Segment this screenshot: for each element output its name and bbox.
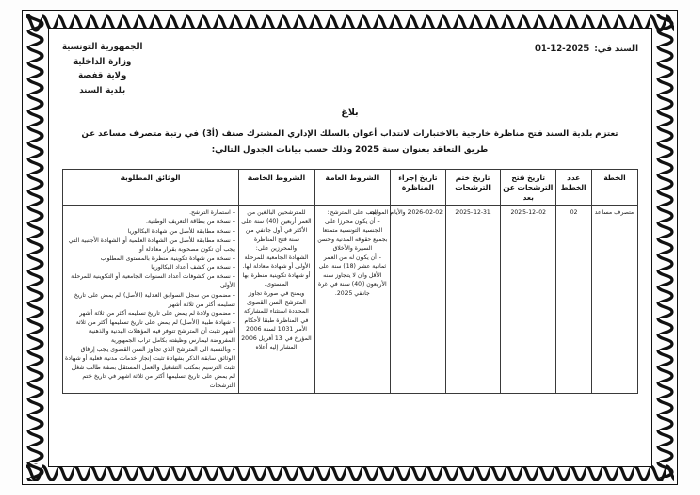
col-header-special-conditions: الشروط الخاصة (239, 170, 315, 206)
col-header-required-documents: الوثائق المطلوبة (63, 170, 239, 206)
text-line: - نسخة من شهادة تكوينية منظرة بالمستوى المطلوب (100, 255, 236, 262)
col-header-exam: تاريخ إجراء المناظرة (390, 170, 445, 206)
text-line: - استمارة الترشح. (189, 209, 236, 217)
cell-special-conditions (239, 206, 315, 393)
organization-block (62, 38, 142, 98)
document-header (62, 38, 638, 98)
date-label: السند في: (594, 44, 638, 54)
cell-required-documents (63, 206, 239, 393)
document-content (52, 32, 648, 463)
text-line: - نسخة مطابقة للأصل من الشهادة العلمية أو الشهادة الأجنبية التي يجب أن تكون مصحوبة بقرار معادلة أو (68, 236, 236, 253)
cell-exam-date: 2026-02-02 والأيام الموالية (390, 206, 445, 393)
text-line: - مضمون من سجل السوابق العدلية (الأصل) لم يمض على تاريخ تسليمه أكثر من ثلاثة أشهر (73, 291, 236, 308)
cell-general-conditions (314, 206, 390, 393)
table-header-row (63, 170, 638, 206)
general-conditions-list (317, 208, 388, 298)
text-line: - مضمون ولادة لم يمض على تاريخ تسليمه أكثر من ثلاثة أشهر (79, 309, 236, 317)
cell-count: 02 (556, 206, 592, 393)
text-line: - نسخة مطابقة للأصل من شهادة البكالوريا (127, 227, 236, 235)
text-line: - نسخة من كشف أعداد البكالوريا (151, 264, 236, 272)
competition-table (62, 169, 638, 393)
org-line-governorate: ولاية قفصة (78, 71, 127, 82)
text-line: - وبالنسبة الى المترشح الذي تجاوز السن القصوى يجب إرفاق الوثائق سابقة الذكر بشهادة تثبت إنجاز خدمات مدنية فعلية أو شهادة تثبت الترسيم بمكتب التشغيل والعمل المستقل بصفة طالب شغل لم يمض على تاريخ تسليمها أكثر من ثلاثة اشهر في تاريخ ختم الترشحات (65, 346, 236, 390)
cell-close-date: 2025-12-31 (445, 206, 500, 393)
cell-open-date: 2025-12-02 (501, 206, 556, 393)
text-line: أو شهادة تكوينية منظرة بها المستوى. (242, 272, 311, 289)
text-line: - شهادة طبية (الأصل) لم يمض على تاريخ تسليمها أكثر من ثلاثة أشهر تثبت أن المترشح تتوفر فيه المؤهلات البدنية والذهنية المفروضة ليمارس وظيفته بكامل تراب الجمهورية (75, 319, 236, 345)
col-header-close: تاريخ ختم الترشحات (445, 170, 500, 206)
text-line: - أن يكون محرزا على الجنسية التونسية متمتعا بجميع حقوقه المدنية وحسن السيرة والأخلاق (317, 218, 388, 253)
org-line-republic: الجمهورية التونسية (62, 42, 143, 52)
org-line-municipality: بلدية السند (79, 85, 126, 96)
col-header-count: عدد الخطط (556, 170, 592, 206)
document-date (535, 38, 638, 54)
special-conditions-list (241, 208, 312, 352)
text-line: الشهادة الجامعية للمرحلة الأولى أو شهادة معادلة لها. (242, 254, 311, 271)
col-header-plan: الخطة (592, 170, 638, 206)
text-line: - أن يكون له من العمر ثمانية عشر (18) سنة على الأقل وان لا يتجاوز سنه الأربعون (40) سنة في غرة جانفي 2025. (318, 254, 387, 298)
col-header-open: تاريخ فتح الترشحات عن بعد (501, 170, 556, 206)
announcement-paragraph: تعتزم بلدية السند فتح مناظرة خارجية بالاختبارات لانتداب أعوان بالسلك الإداري المشترك صنف (أ3) في رتبة متصرف مساعد عن طريق التعاقد بعنوان سنة 2025 وذلك حسب بيانات الجدول التالي: (81, 129, 619, 156)
org-line-ministry: وزارة الداخلية (73, 56, 132, 67)
text-line: ويمنح في صورة تجاوز المترشح السن القصوى المحددة استثناء للمشاركة في المناظرة طبقا لأحكام الأمر 1031 لسنة 2006 المؤرخ في 13 أفريل 2006 المشار إليه أعلاه (241, 290, 312, 352)
page-title: بلاغ (341, 107, 359, 119)
text-line: للمترشحين البالغين من العمر أربعين (40) سنة على الأكثر في أول جانفي من سنة فتح المناظرة والمحرزين على: (241, 209, 312, 253)
table-row (63, 206, 638, 393)
text-line: يجب على المترشح: (327, 209, 378, 217)
text-line: - نسخة من كشوفات أعداد السنوات الجامعية أو التكوينية للمرحلة الأولى (71, 273, 236, 290)
date-value: 2025-12-01 (534, 44, 590, 54)
col-header-general-conditions: الشروط العامة (314, 170, 390, 206)
required-documents-list (65, 208, 236, 390)
text-line: - نسخة من بطاقة التعريف الوطنية. (146, 218, 236, 226)
cell-plan: متصرف مساعد (592, 206, 638, 393)
